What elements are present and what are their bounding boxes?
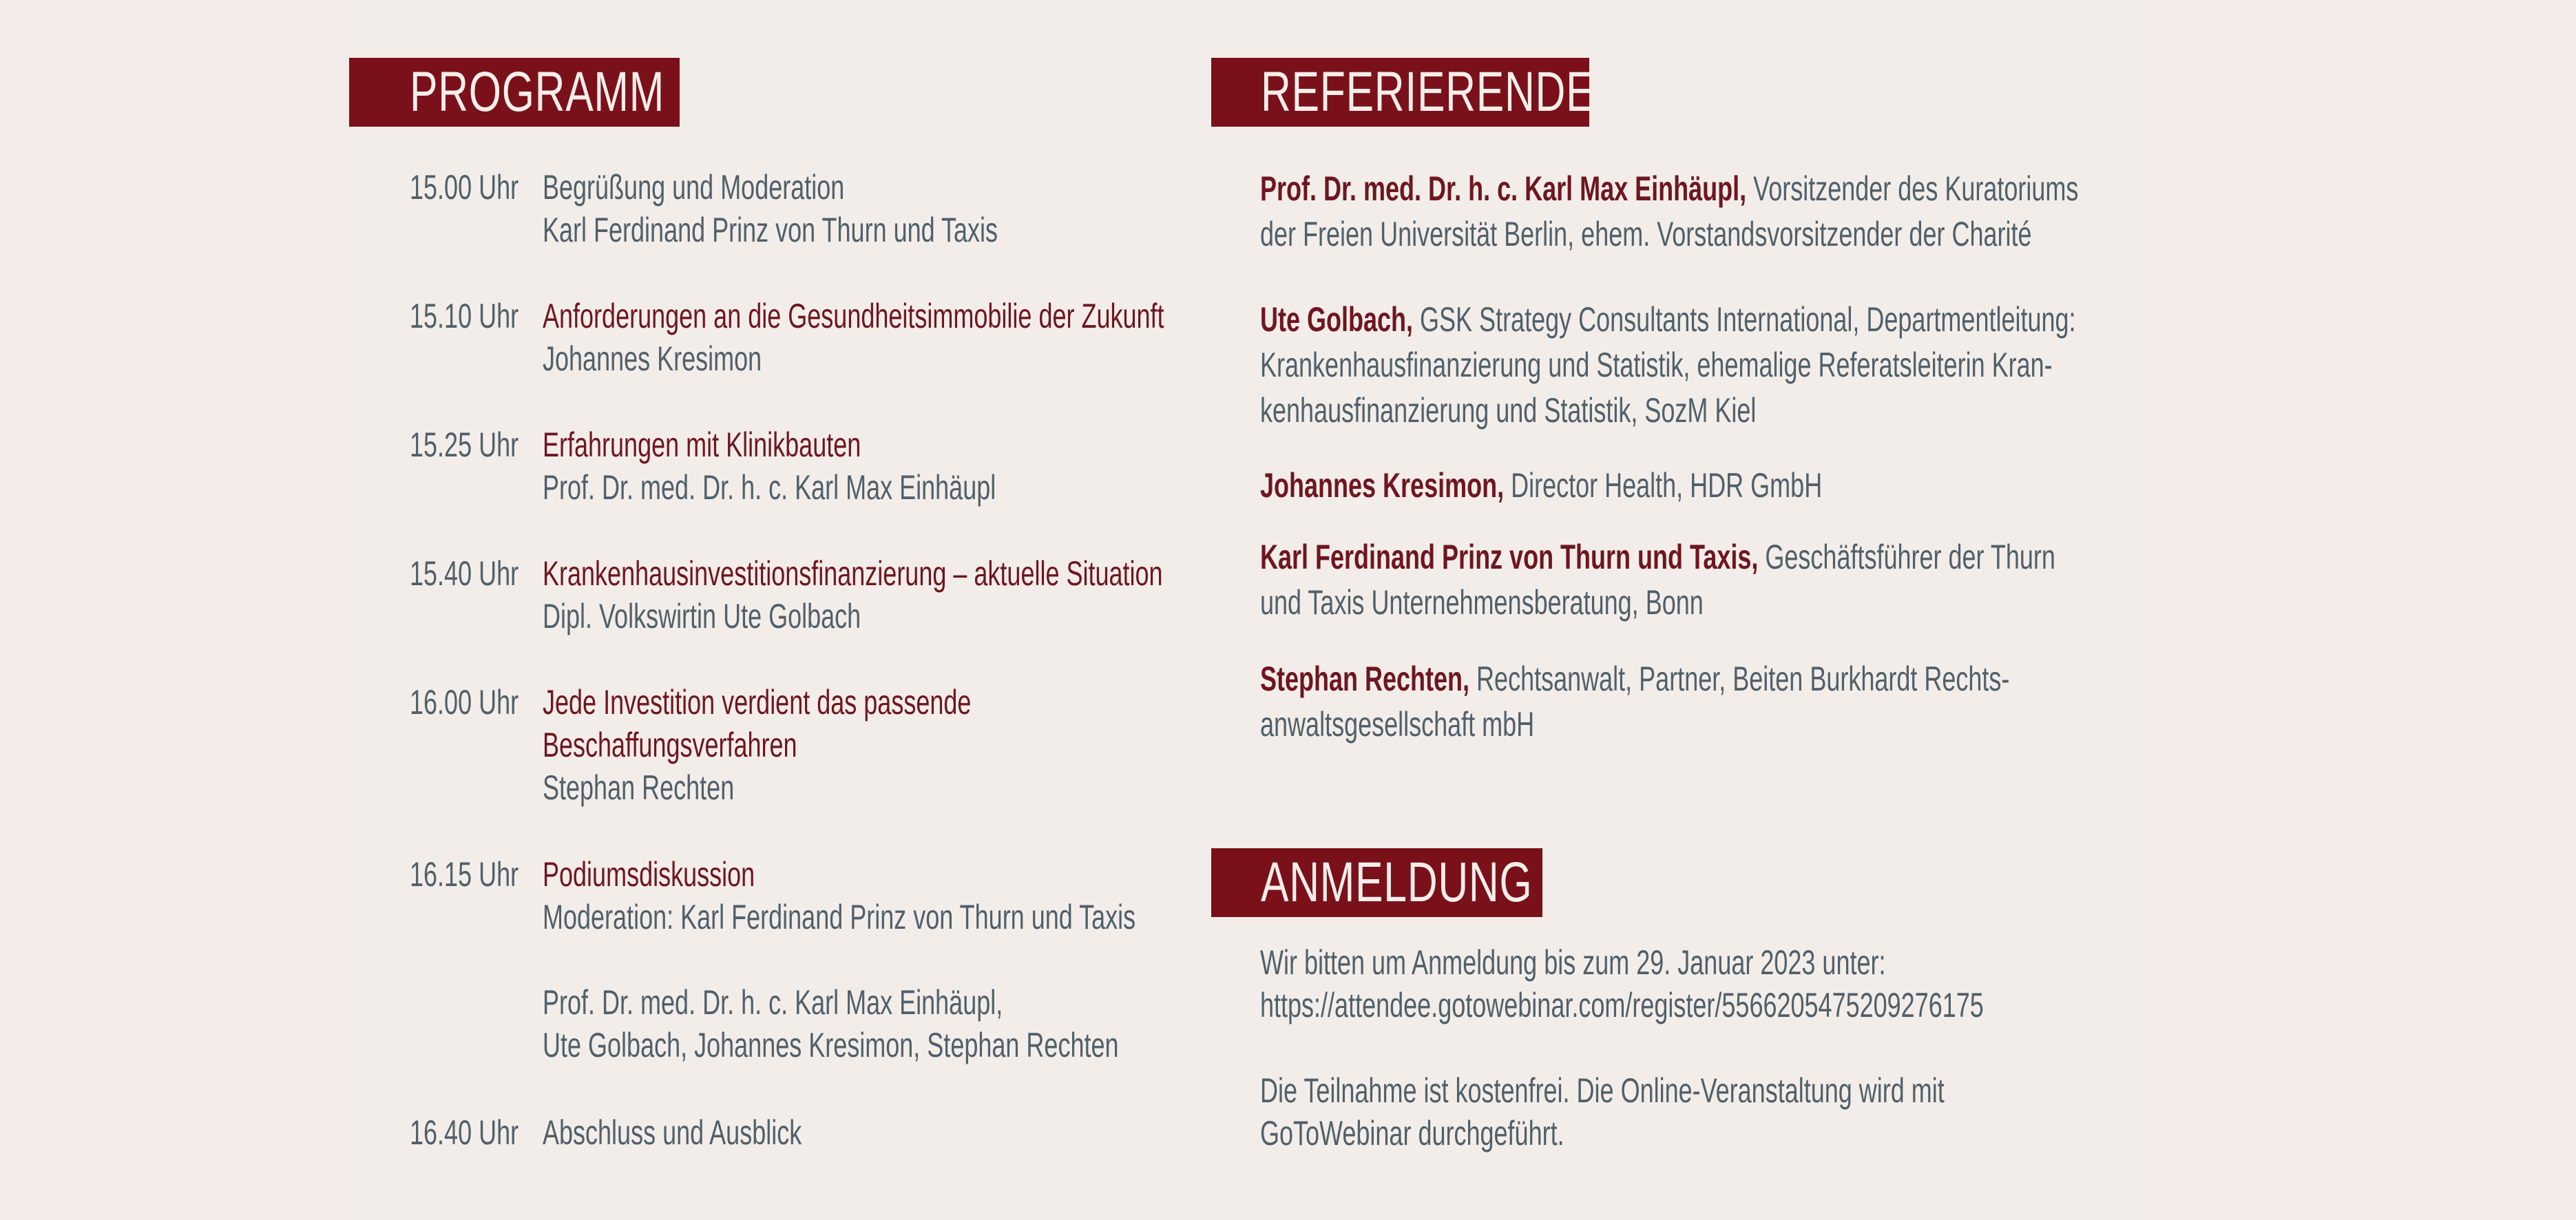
spacer xyxy=(543,938,1135,981)
agenda-speaker: Karl Ferdinand Prinz von Thurn und Taxis xyxy=(543,211,998,249)
referierende-heading: REFERIERENDE xyxy=(1261,61,1595,123)
agenda-moderation: Moderation: Karl Ferdinand Prinz von Thurn und Taxis xyxy=(543,898,1136,936)
agenda-content xyxy=(543,1111,802,1154)
registration-link[interactable]: https://attendee.gotowebinar.com/register/5566205475209276175 xyxy=(1260,986,1984,1024)
speaker-entry xyxy=(1260,534,2055,625)
speaker-role: kenhausfinanzierung und Statistik, SozM Kiel xyxy=(1260,391,1757,430)
agenda-time: 15.10 Uhr xyxy=(410,297,519,335)
speaker-role: Geschäftsführer der Thurn xyxy=(1758,538,2055,576)
speaker-role: Rechtsanwalt, Partner, Beiten Burkhardt Rechts- xyxy=(1469,660,2010,698)
speaker-role: anwaltsgesellschaft mbH xyxy=(1260,705,1535,744)
programm-heading-box xyxy=(349,58,680,127)
anmeldung-heading: ANMELDUNG xyxy=(1261,851,1533,914)
participation-note: GoToWebinar durchgeführt. xyxy=(1260,1114,1564,1153)
agenda-title-continued: Beschaffungsverfahren xyxy=(543,726,797,764)
speaker-entry xyxy=(1260,166,2078,257)
left-margin-panel xyxy=(0,0,348,1220)
registration-text xyxy=(1260,941,1984,1155)
agenda-time: 16.00 Uhr xyxy=(410,683,519,722)
agenda-content xyxy=(543,681,971,809)
agenda-title: Jede Investition verdient das passende xyxy=(543,683,972,722)
programm-heading: PROGRAMM xyxy=(410,61,664,123)
speaker-entry xyxy=(1260,297,2076,433)
agenda-title: Abschluss und Ausblick xyxy=(543,1113,802,1152)
agenda-title: Anforderungen an die Gesundheitsimmobilie der Zukunft xyxy=(543,297,1164,335)
agenda-speaker: Stephan Rechten xyxy=(543,768,735,807)
speaker-role: Krankenhausfinanzierung und Statistik, ehemalige Referatsleiterin Kran- xyxy=(1260,346,2053,384)
speaker-role: Director Health, HDR GmbH xyxy=(1504,466,1823,505)
agenda-content xyxy=(543,166,998,251)
agenda-title: Krankenhausinvestitionsfinanzierung – aktuelle Situation xyxy=(543,554,1163,593)
speaker-entry xyxy=(1260,463,1822,508)
speaker-name: Karl Ferdinand Prinz von Thurn und Taxis, xyxy=(1260,538,1759,576)
agenda-speaker: Johannes Kresimon xyxy=(543,339,762,378)
right-margin-panel xyxy=(2148,0,2576,1220)
speaker-name: Prof. Dr. med. Dr. h. c. Karl Max Einhäupl, xyxy=(1260,169,1747,208)
agenda-speaker: Prof. Dr. med. Dr. h. c. Karl Max Einhäupl xyxy=(543,468,996,507)
agenda-title: Begrüßung und Moderation xyxy=(543,168,845,207)
speaker-role: der Freien Universität Berlin, ehem. Vorstandsvorsitzender der Charité xyxy=(1260,215,2032,253)
agenda-time: 16.15 Uhr xyxy=(410,855,519,894)
agenda-time: 15.00 Uhr xyxy=(410,168,519,207)
agenda-content xyxy=(543,552,1163,638)
speaker-role: Vorsitzender des Kuratoriums xyxy=(1746,169,2079,208)
anmeldung-heading-box xyxy=(1211,848,1542,917)
agenda-time: 15.25 Uhr xyxy=(410,425,519,464)
agenda-content xyxy=(543,295,1164,380)
referierende-heading-box xyxy=(1211,58,1595,127)
agenda-time: 16.40 Uhr xyxy=(410,1113,519,1152)
agenda-title: Podiumsdiskussion xyxy=(543,855,755,894)
speaker-role: und Taxis Unternehmensberatung, Bonn xyxy=(1260,583,1704,622)
speaker-name: Ute Golbach, xyxy=(1260,300,1414,339)
participation-note: Die Teilnahme ist kostenfrei. Die Online-Veranstaltung wird mit xyxy=(1260,1071,1945,1110)
agenda-content xyxy=(543,853,1135,1066)
speaker-name: Stephan Rechten, xyxy=(1260,660,1470,698)
panel-participants: Ute Golbach, Johannes Kresimon, Stephan Rechten xyxy=(543,1026,1119,1064)
agenda-speaker: Dipl. Volkswirtin Ute Golbach xyxy=(543,597,861,635)
speaker-name: Johannes Kresimon, xyxy=(1260,466,1505,505)
registration-deadline: Wir bitten um Anmeldung bis zum 29. Januar 2023 unter: xyxy=(1260,943,1886,982)
speaker-entry xyxy=(1260,656,2009,747)
speaker-role: GSK Strategy Consultants International, Departmentleitung: xyxy=(1413,300,2076,339)
agenda-title: Erfahrungen mit Klinikbauten xyxy=(543,425,861,464)
panel-participants: Prof. Dr. med. Dr. h. c. Karl Max Einhäupl, xyxy=(543,983,1003,1022)
spacer xyxy=(1260,1027,1984,1069)
agenda-time: 15.40 Uhr xyxy=(410,554,519,593)
agenda-content xyxy=(543,423,996,509)
